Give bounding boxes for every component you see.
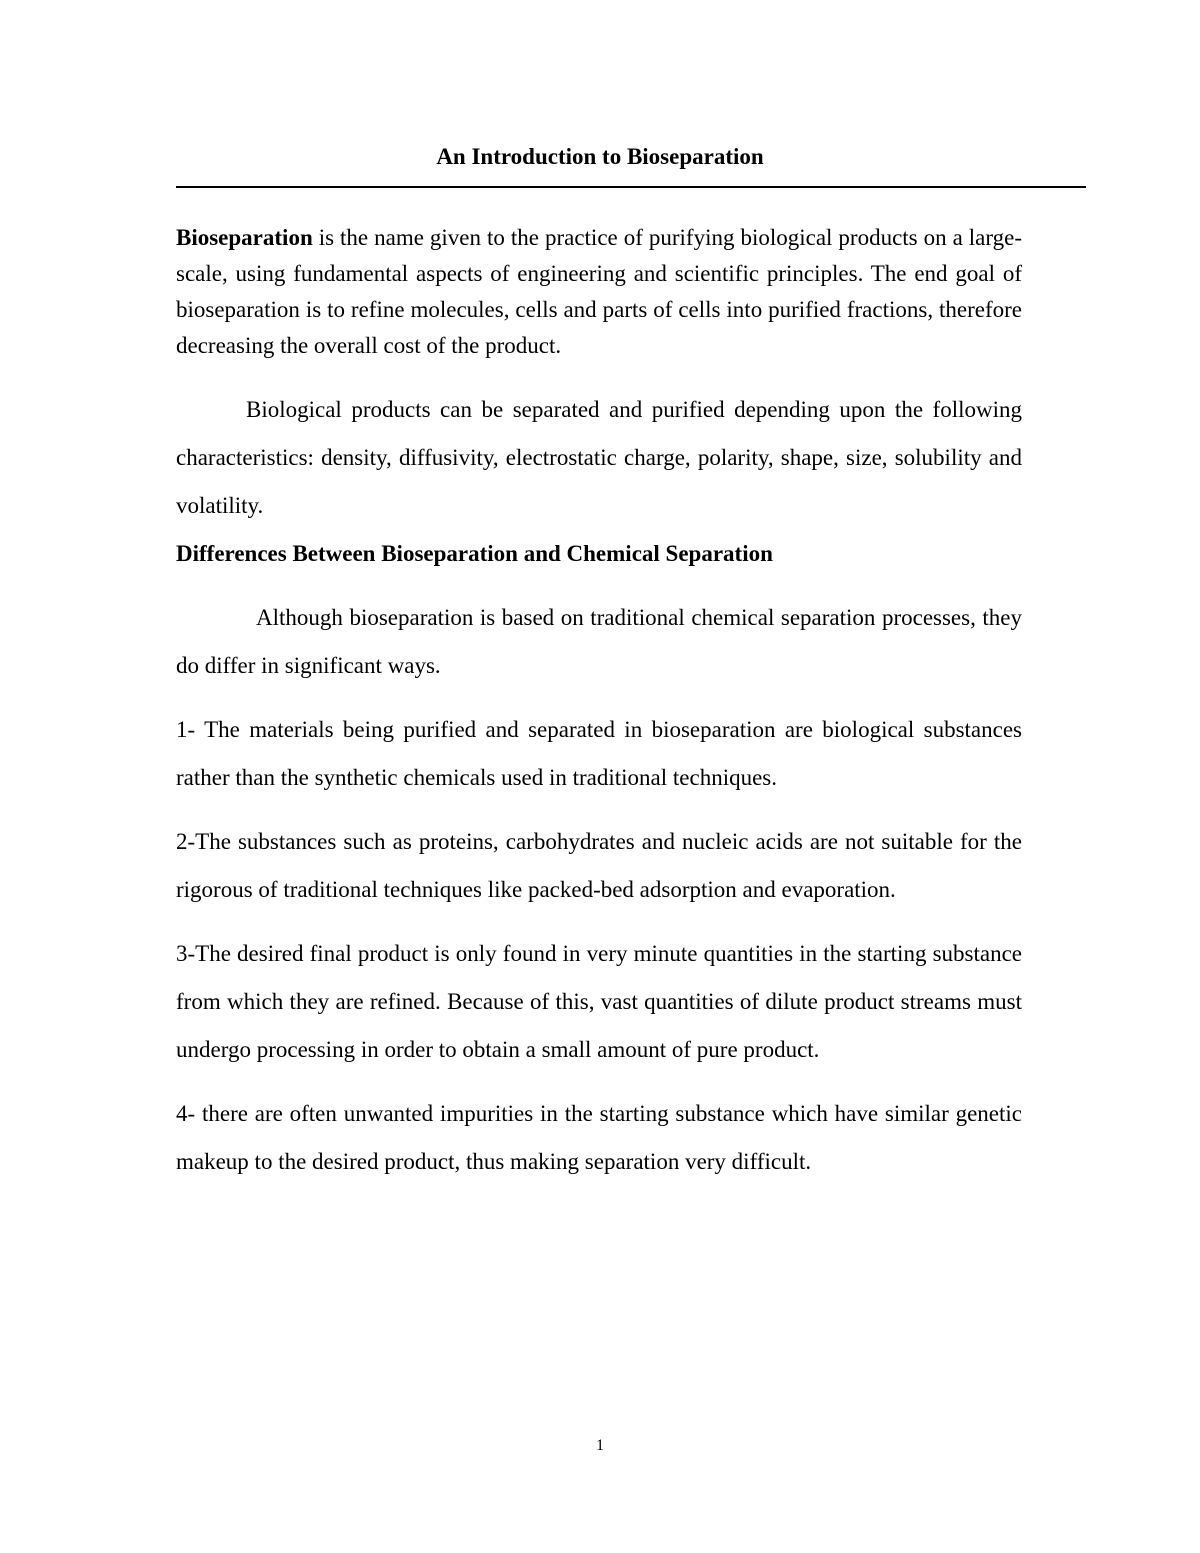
title-underline-rule <box>176 186 1086 188</box>
list-item: 2-The substances such as proteins, carbohydrates and nucleic acids are not suitable for the rigorous of traditional techniques like packed-bed adsorption and evaporation. <box>176 829 1022 902</box>
list-item: 4- there are often unwanted impurities in the starting substance which have similar genetic makeup to the desired product, thus making separation very difficult. <box>176 1101 1022 1174</box>
intro-lead-term: Bioseparation <box>176 225 313 250</box>
document-title: An Introduction to Bioseparation <box>436 144 764 169</box>
list-item: 3-The desired final product is only found in very minute quantities in the starting substance from which they are refined. Because of this, vast quantities of dilute product streams must undergo processing in order to obtain a small amount of pure product. <box>176 941 1022 1062</box>
page-number: 1 <box>596 1437 604 1454</box>
intro-paragraph <box>176 220 1022 364</box>
list-item: 1- The materials being purified and separated in bioseparation are biological substances rather than the synthetic chemicals used in traditional techniques. <box>176 717 1022 790</box>
characteristics-paragraph: Biological products can be separated and purified depending upon the following characteristics: density, diffusivity, electrostatic charge, polarity, shape, size, solubility and volatility. <box>176 397 1022 518</box>
section-heading: Differences Between Bioseparation and Chemical Separation <box>176 541 773 566</box>
intro-text: is the name given to the practice of purifying biological products on a large-scale, using fundamental aspects of engineering and scientific principles. The end goal of bioseparation is to refine molecules, cells and parts of cells into purified fractions, therefore decreasing the overall cost of the product. <box>176 225 1022 358</box>
document-body <box>176 220 1022 1186</box>
section-intro-paragraph: Although bioseparation is based on traditional chemical separation processes, they do differ in significant ways. <box>176 605 1022 678</box>
